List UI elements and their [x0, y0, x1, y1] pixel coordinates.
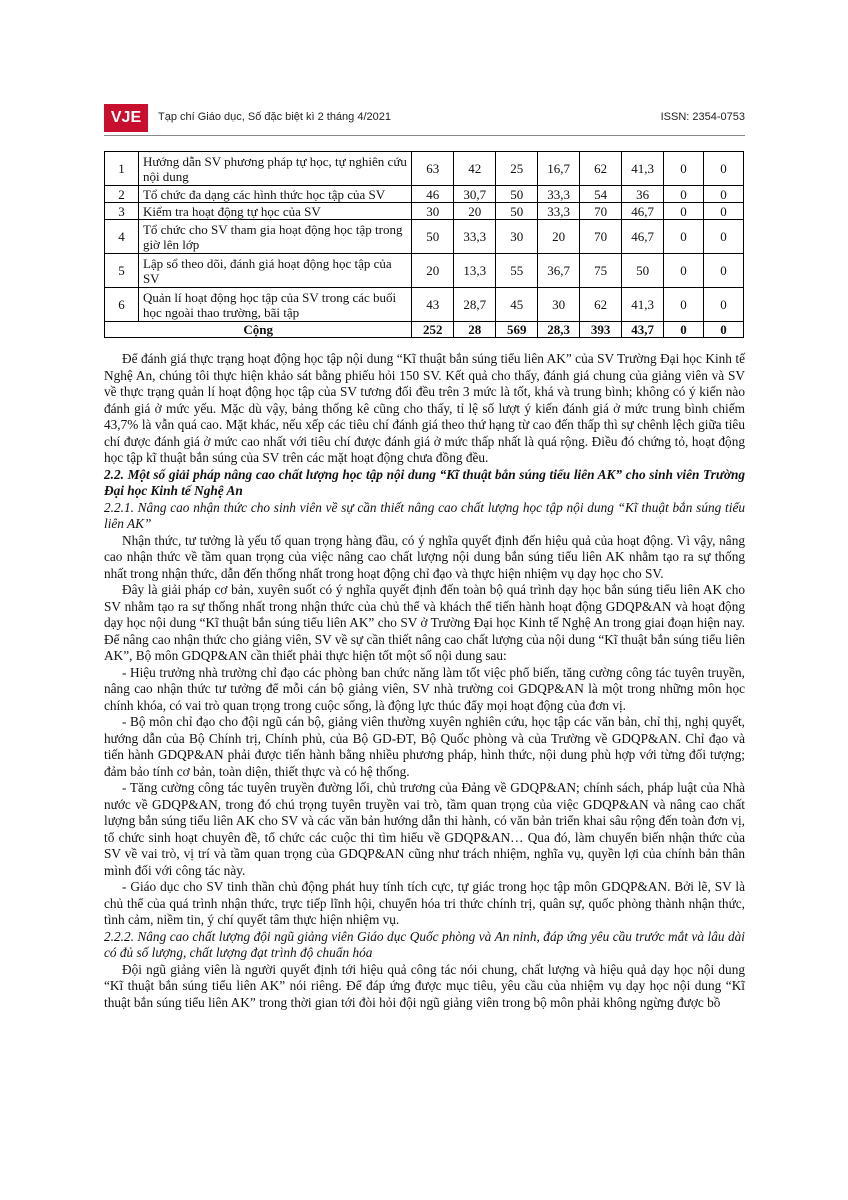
- bullet-paragraph: - Bộ môn chỉ đạo cho đội ngũ cán bộ, giảng viên thường xuyên nghiên cứu, học tập các văn bản, chỉ thị, nghị quyết, hướng dẫn của Bộ Chính trị, Chính phủ, của Bộ GD-ĐT, Bộ Quốc phòng và của Trường về GDQP&AN. Chỉ đạo và tiến hành GDQP&AN phải được tiến hành bằng nhiều phương pháp, hình thức, nội dung phù hợp với từng đối tượng; đảm bảo tính cơ bản, toàn diện, thiết thực và có hệ thống.: [104, 714, 745, 779]
- total-value-cell: 252: [412, 322, 454, 338]
- issn: ISSN: 2354-0753: [660, 111, 745, 123]
- total-value-cell: 28: [454, 322, 496, 338]
- value-cell: 0: [664, 152, 704, 186]
- value-cell: 13,3: [454, 254, 496, 288]
- bullet-paragraph: - Hiệu trưởng nhà trường chỉ đạo các phòng ban chức năng làm tốt việc phổ biến, tăng cường công tác tuyên truyền, nâng cao nhận thức tư tưởng để mỗi cán bộ giảng viên, SV nhà trường coi GDQP&AN là một trong những môn học chính khóa, có vai trò quan trọng trong cuộc sống, là động lực thúc đẩy mọi hoạt động của đơn vị.: [104, 664, 745, 713]
- value-cell: 62: [580, 152, 622, 186]
- bullet-paragraph: - Giáo dục cho SV tinh thần chủ động phát huy tính tích cực, tự giác trong học tập môn GDQP&AN. Bởi lẽ, SV là chủ thể của quá trình nhận thức, trực tiếp lĩnh hội, chuyển hóa tri thức chính trị, quân sự, quốc phòng thành nhận thức, tình cảm, niềm tin, ý chí quyết tâm thực hiện nhiệm vụ.: [104, 879, 745, 927]
- value-cell: 50: [496, 186, 538, 203]
- page-header: [104, 104, 745, 134]
- value-cell: 36,7: [538, 254, 580, 288]
- value-cell: 0: [664, 254, 704, 288]
- bullet-paragraph: - Tăng cường công tác tuyên truyền đường lối, chủ trương của Đảng về GDQP&AN; chính sách, pháp luật của Nhà nước về GDQP&AN, trong đó chú trọng tuyên truyền vai trò, tầm quan trọng của việc GDQP&AN và nâng cao chất lượng bắn súng tiểu liên AK cho SV và các văn bản hướng dẫn thi hành, có văn bản triển khai sâu rộng đến toàn đơn vị, tổ chức sinh hoạt chuyên đề, tổ chức các cuộc thi tìm hiểu về GDQP&AN… Qua đó, làm chuyển biến nhận thức của SV về vai trò, vị trí và tầm quan trọng của GDQP&AN cũng như trách nhiệm, nghĩa vụ, quyền lợi của chính bản thân mình đối với công tác này.: [104, 780, 745, 878]
- value-cell: 0: [664, 186, 704, 203]
- value-cell: 41,3: [622, 288, 664, 322]
- value-cell: 30: [412, 203, 454, 220]
- row-number: 3: [105, 203, 139, 220]
- value-cell: 25: [496, 152, 538, 186]
- row-number: 1: [105, 152, 139, 186]
- value-cell: 43: [412, 288, 454, 322]
- value-cell: 0: [704, 152, 744, 186]
- value-cell: 45: [496, 288, 538, 322]
- journal-title: Tạp chí Giáo dục, Số đặc biệt kì 2 tháng 4/2021: [158, 111, 391, 123]
- value-cell: 20: [538, 220, 580, 254]
- section-heading-2-2: 2.2. Một số giải pháp nâng cao chất lượng học tập nội dung “Kĩ thuật bắn súng tiểu liên AK” cho sinh viên Trường Đại học Kinh tế Nghệ An: [104, 466, 745, 498]
- journal-logo: VJE: [104, 104, 148, 132]
- value-cell: 63: [412, 152, 454, 186]
- table-row: [105, 220, 744, 254]
- value-cell: 36: [622, 186, 664, 203]
- value-cell: 62: [580, 288, 622, 322]
- value-cell: 46: [412, 186, 454, 203]
- table-row: [105, 288, 744, 322]
- criterion-cell: Lập sổ theo dõi, đánh giá hoạt động học tập của SV: [138, 254, 411, 288]
- value-cell: 55: [496, 254, 538, 288]
- value-cell: 30: [538, 288, 580, 322]
- value-cell: 0: [664, 220, 704, 254]
- value-cell: 46,7: [622, 203, 664, 220]
- criterion-cell: Tổ chức đa dạng các hình thức học tập của SV: [138, 186, 411, 203]
- value-cell: 0: [664, 203, 704, 220]
- table-row: [105, 254, 744, 288]
- value-cell: 42: [454, 152, 496, 186]
- paragraph: Nhận thức, tư tưởng là yếu tố quan trọng hàng đầu, có ý nghĩa quyết định đến hiệu quả của hoạt động. Vì vậy, nâng cao nhận thức về tầm quan trọng của việc nâng cao chất lượng nội dung bắn súng tiểu liên AK nhằm tạo ra sự thống nhất trong nhận thức, dẫn đến thống nhất trong hoạt động chỉ đạo và thực hiện nhiệm vụ dạy học cho SV.: [104, 532, 745, 581]
- value-cell: 50: [622, 254, 664, 288]
- value-cell: 46,7: [622, 220, 664, 254]
- total-value-cell: 28,3: [538, 322, 580, 338]
- value-cell: 50: [496, 203, 538, 220]
- value-cell: 50: [412, 220, 454, 254]
- value-cell: 0: [704, 288, 744, 322]
- paragraph: Đây là giải pháp cơ bản, xuyên suốt có ý nghĩa quyết định đến toàn bộ quá trình dạy học bắn súng tiểu liên AK cho SV nhằm tạo ra sự thống nhất trong nhận thức của chủ thể và khách thể tiến hành hoạt động GDQP&AN và hoạt động dạy học nội dung “Kĩ thuật bắn súng tiểu liên AK” cho SV ở Trường Đại học Kinh tế Nghệ An trong giai đoạn hiện nay. Để nâng cao nhận thức cho giảng viên, SV về sự cần thiết nâng cao chất lượng của nội dung “Kĩ thuật bắn súng tiểu liên AK”, Bộ môn GDQP&AN cần thiết phải thực hiện tốt một số nội dung sau:: [104, 582, 745, 663]
- criterion-cell: Hướng dẫn SV phương pháp tự học, tự nghiên cứu nội dung: [138, 152, 411, 186]
- value-cell: 28,7: [454, 288, 496, 322]
- header-divider: [104, 135, 745, 136]
- value-cell: 54: [580, 186, 622, 203]
- total-value-cell: 393: [580, 322, 622, 338]
- value-cell: 30,7: [454, 186, 496, 203]
- criterion-cell: Quản lí hoạt động học tập của SV trong các buổi học ngoài thao trường, bãi tập: [138, 288, 411, 322]
- total-value-cell: 0: [664, 322, 704, 338]
- value-cell: 33,3: [538, 203, 580, 220]
- total-row: [105, 322, 744, 338]
- value-cell: 0: [704, 254, 744, 288]
- table-row: [105, 203, 744, 220]
- value-cell: 41,3: [622, 152, 664, 186]
- total-value-cell: 569: [496, 322, 538, 338]
- article-body: [104, 351, 745, 1011]
- value-cell: 30: [496, 220, 538, 254]
- criterion-cell: Tổ chức cho SV tham gia hoạt động học tập trong giờ lên lớp: [138, 220, 411, 254]
- section-heading-2-2-1: 2.2.1. Nâng cao nhận thức cho sinh viên về sự cần thiết nâng cao chất lượng học tập nội dung “Kĩ thuật bắn súng tiểu liên AK”: [104, 499, 745, 531]
- row-number: 4: [105, 220, 139, 254]
- row-number: 5: [105, 254, 139, 288]
- value-cell: 0: [704, 220, 744, 254]
- value-cell: 33,3: [538, 186, 580, 203]
- table-row: [105, 152, 744, 186]
- value-cell: 70: [580, 203, 622, 220]
- table-row: [105, 186, 744, 203]
- value-cell: 0: [664, 288, 704, 322]
- row-number: 2: [105, 186, 139, 203]
- paragraph: Để đánh giá thực trạng hoạt động học tập nội dung “Kĩ thuật bắn súng tiểu liên AK” của SV Trường Đại học Kinh tế Nghệ An, chúng tôi thực hiện khảo sát bằng phiếu hỏi 150 SV. Kết quả cho thấy, đánh giá chung của giảng viên và SV về thực trạng quản lí hoạt động học tập của SV tương đối đều trên 3 mức là tốt, khá và trung bình; không có ý kiến nào đánh giá ở mức yếu. Mặc dù vậy, bảng thống kê cũng cho thấy, tỉ lệ số lượt ý kiến đánh giá ở mức trung bình chiếm 43,7% là vẫn quá cao. Mặt khác, nếu xếp các tiêu chí đánh giá theo thứ hạng từ cao đến thấp thì sự chênh lệch giữa tiêu chí được đánh giá ở mức cao nhất với tiêu chí được đánh giá ở mức thấp nhất là quá rộng. Điều đó chứng tỏ, hoạt động học tập kĩ thuật bắn súng của SV trên các mặt hoạt động chưa đồng đều.: [104, 351, 745, 465]
- value-cell: 33,3: [454, 220, 496, 254]
- value-cell: 0: [704, 186, 744, 203]
- value-cell: 0: [704, 203, 744, 220]
- total-label: Cộng: [105, 322, 412, 338]
- value-cell: 20: [412, 254, 454, 288]
- value-cell: 70: [580, 220, 622, 254]
- paragraph: Đội ngũ giảng viên là người quyết định tới hiệu quả công tác nói chung, chất lượng và hiệu quả dạy học nội dung “Kĩ thuật bắn súng tiểu liên AK” nói riêng. Để đáp ứng được mục tiêu, yêu cầu của nhiệm vụ dạy học nội dung “Kĩ thuật bắn súng tiểu liên AK” trong thời gian tới đòi hỏi đội ngũ giảng viên trong bộ môn phải không ngừng được bồ: [104, 961, 745, 1010]
- section-heading-2-2-2: 2.2.2. Nâng cao chất lượng đội ngũ giảng viên Giáo dục Quốc phòng và An ninh, đáp ứng yêu cầu trước mắt và lâu dài có đủ số lượng, chất lượng đạt trình độ chuẩn hóa: [104, 928, 745, 960]
- value-cell: 75: [580, 254, 622, 288]
- row-number: 6: [105, 288, 139, 322]
- criterion-cell: Kiểm tra hoạt động tự học của SV: [138, 203, 411, 220]
- total-value-cell: 0: [704, 322, 744, 338]
- value-cell: 16,7: [538, 152, 580, 186]
- survey-table: [104, 151, 744, 338]
- value-cell: 20: [454, 203, 496, 220]
- total-value-cell: 43,7: [622, 322, 664, 338]
